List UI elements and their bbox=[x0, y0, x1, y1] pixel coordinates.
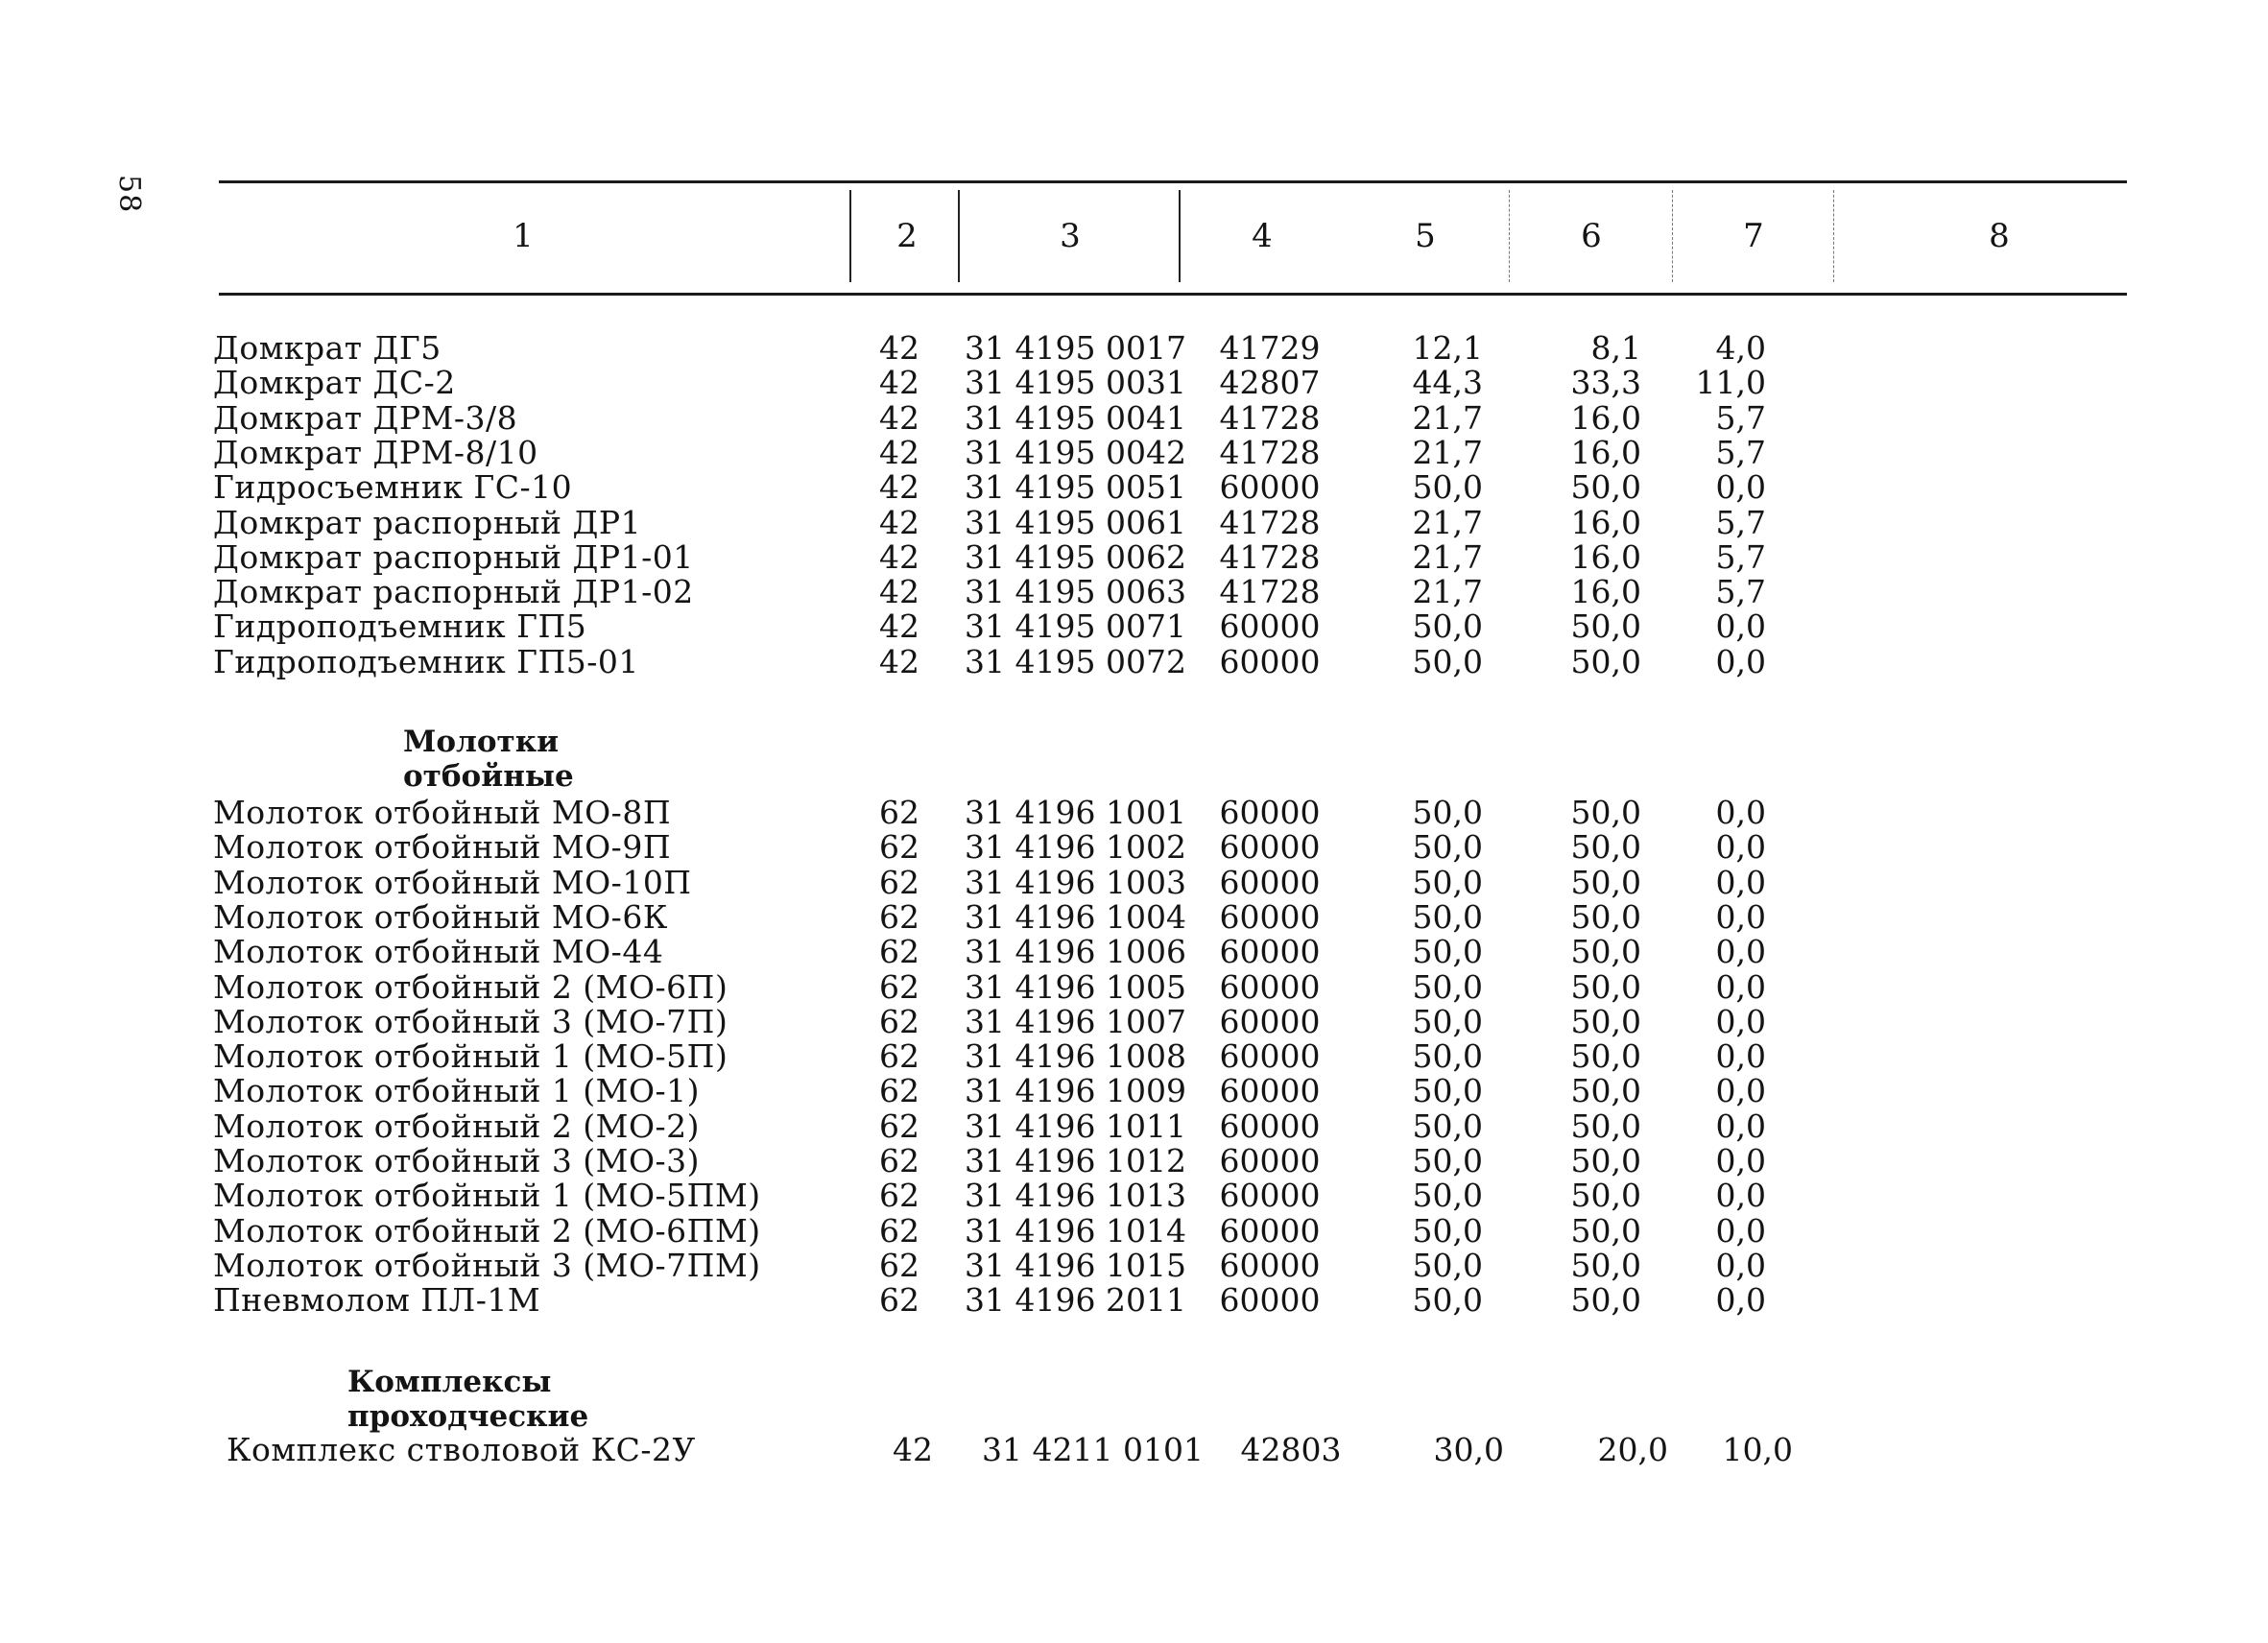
column-header-4: 4 bbox=[1252, 217, 1273, 255]
item-name: Домкрат ДГ5 bbox=[213, 329, 442, 367]
cell-c7: 0,0 bbox=[1715, 1142, 1766, 1179]
cell-c7: 0,0 bbox=[1715, 642, 1766, 680]
item-name: Молоток отбойный 2 (МО-6ПМ) bbox=[213, 1211, 761, 1250]
cell-c5: 50,0 bbox=[1412, 794, 1483, 831]
item-name: Молоток отбойный 1 (МО-5П) bbox=[213, 1037, 728, 1076]
item-name: Молоток отбойный 1 (МО-1) bbox=[213, 1072, 701, 1110]
column-header-7: 7 bbox=[1743, 217, 1764, 255]
item-name: Домкрат ДС-2 bbox=[213, 364, 456, 402]
cell-c7: 0,0 bbox=[1715, 794, 1766, 831]
cell-c6: 50,0 bbox=[1570, 967, 1641, 1006]
item-name: Молоток отбойный МО-6К bbox=[213, 897, 668, 936]
item-name: Гидроподъемник ГП5-01 bbox=[213, 642, 639, 680]
column-divider bbox=[1672, 190, 1673, 282]
cell-c2: 62 bbox=[879, 1246, 919, 1284]
cell-c3: 31 4195 0042 bbox=[965, 433, 1186, 471]
cell-c2: 62 bbox=[879, 794, 919, 831]
cell-c3: 31 4196 1013 bbox=[965, 1177, 1186, 1215]
cell-c6: 50,0 bbox=[1570, 1281, 1641, 1320]
cell-c5: 50,0 bbox=[1412, 1177, 1483, 1215]
cell-c2: 42 bbox=[879, 503, 919, 541]
cell-c2: 62 bbox=[879, 897, 919, 936]
cell-c5: 50,0 bbox=[1412, 607, 1483, 646]
cell-c6: 16,0 bbox=[1570, 573, 1641, 611]
item-name: Молоток отбойный 3 (МО-7П) bbox=[213, 1002, 728, 1040]
cell-c6: 50,0 bbox=[1570, 1072, 1641, 1110]
item-name: Домкрат распорный ДР1 bbox=[213, 503, 642, 541]
cell-c5: 50,0 bbox=[1412, 1002, 1483, 1040]
cell-c6: 50,0 bbox=[1570, 1107, 1641, 1145]
cell-c7: 0,0 bbox=[1715, 1072, 1766, 1110]
cell-c6: 50,0 bbox=[1570, 794, 1641, 831]
cell-c6: 50,0 bbox=[1570, 642, 1641, 680]
cell-c4: 60000 bbox=[1219, 468, 1321, 507]
cell-c7: 0,0 bbox=[1715, 1002, 1766, 1040]
cell-c5: 50,0 bbox=[1412, 1142, 1483, 1179]
cell-c4: 60000 bbox=[1219, 897, 1321, 936]
cell-c6: 8,1 bbox=[1590, 329, 1641, 367]
cell-c4: 60000 bbox=[1219, 1281, 1321, 1320]
column-divider bbox=[1833, 190, 1834, 282]
cell-c6: 50,0 bbox=[1570, 607, 1641, 646]
cell-c3: 31 4196 1015 bbox=[965, 1246, 1186, 1284]
cell-c4: 60000 bbox=[1219, 1072, 1321, 1110]
cell-c4: 60000 bbox=[1219, 1142, 1321, 1179]
cell-c6: 50,0 bbox=[1570, 1246, 1641, 1284]
cell-c3: 31 4196 1014 bbox=[965, 1211, 1186, 1250]
cell-c5: 21,7 bbox=[1412, 573, 1483, 611]
cell-c2: 42 bbox=[879, 642, 919, 680]
item-name: Молоток отбойный 1 (МО-5ПМ) bbox=[213, 1177, 761, 1215]
cell-c7: 0,0 bbox=[1715, 1107, 1766, 1145]
cell-c2: 62 bbox=[879, 863, 919, 901]
cell-c2: 62 bbox=[879, 967, 919, 1006]
cell-c7: 0,0 bbox=[1715, 1177, 1766, 1215]
cell-c2: 62 bbox=[879, 1037, 919, 1076]
cell-c5: 50,0 bbox=[1412, 933, 1483, 971]
cell-c3: 31 4195 0017 bbox=[965, 329, 1186, 367]
cell-c4: 42803 bbox=[1240, 1431, 1342, 1468]
cell-c5: 50,0 bbox=[1412, 1211, 1483, 1250]
cell-c3: 31 4195 0031 bbox=[965, 364, 1186, 402]
cell-c5: 21,7 bbox=[1412, 503, 1483, 541]
column-header-5: 5 bbox=[1415, 217, 1436, 255]
cell-c6: 50,0 bbox=[1570, 1037, 1641, 1076]
cell-c7: 0,0 bbox=[1715, 1211, 1766, 1250]
item-name: Домкрат распорный ДР1-01 bbox=[213, 537, 694, 576]
cell-c2: 62 bbox=[879, 933, 919, 971]
cell-c3: 31 4211 0101 bbox=[982, 1431, 1204, 1468]
cell-c2: 62 bbox=[879, 1072, 919, 1110]
cell-c2: 42 bbox=[879, 537, 919, 576]
cell-c7: 10,0 bbox=[1722, 1431, 1793, 1468]
cell-c4: 60000 bbox=[1219, 1107, 1321, 1145]
cell-c7: 5,7 bbox=[1715, 573, 1766, 611]
cell-c4: 60000 bbox=[1219, 1037, 1321, 1076]
cell-c4: 41729 bbox=[1219, 329, 1321, 367]
cell-c4: 41728 bbox=[1219, 503, 1321, 541]
item-name: Домкрат распорный ДР1-02 bbox=[213, 573, 694, 611]
cell-c3: 31 4196 1012 bbox=[965, 1142, 1186, 1179]
cell-c3: 31 4196 1005 bbox=[965, 967, 1186, 1006]
cell-c5: 50,0 bbox=[1412, 967, 1483, 1006]
table-header-rule bbox=[219, 293, 2127, 296]
column-divider bbox=[1509, 190, 1510, 282]
cell-c5: 50,0 bbox=[1412, 1072, 1483, 1110]
cell-c4: 60000 bbox=[1219, 607, 1321, 646]
cell-c3: 31 4196 1011 bbox=[965, 1107, 1186, 1145]
cell-c6: 50,0 bbox=[1570, 863, 1641, 901]
cell-c2: 42 bbox=[879, 468, 919, 507]
cell-c3: 31 4195 0071 bbox=[965, 607, 1186, 646]
cell-c5: 21,7 bbox=[1412, 537, 1483, 576]
cell-c5: 50,0 bbox=[1412, 1281, 1483, 1320]
cell-c3: 31 4196 1008 bbox=[965, 1037, 1186, 1076]
cell-c3: 31 4196 1002 bbox=[965, 828, 1186, 867]
item-name: Молоток отбойный 2 (МО-6П) bbox=[213, 967, 728, 1006]
cell-c3: 31 4195 0072 bbox=[965, 642, 1186, 680]
section-title: Комплексы проходческие bbox=[347, 1365, 589, 1434]
cell-c4: 60000 bbox=[1219, 794, 1321, 831]
cell-c7: 0,0 bbox=[1715, 468, 1766, 507]
cell-c6: 20,0 bbox=[1597, 1431, 1668, 1468]
cell-c2: 62 bbox=[879, 828, 919, 867]
cell-c7: 0,0 bbox=[1715, 1246, 1766, 1284]
cell-c3: 31 4195 0041 bbox=[965, 398, 1186, 437]
cell-c6: 16,0 bbox=[1570, 433, 1641, 471]
cell-c6: 50,0 bbox=[1570, 1002, 1641, 1040]
cell-c5: 30,0 bbox=[1433, 1431, 1504, 1468]
cell-c2: 42 bbox=[879, 573, 919, 611]
cell-c5: 12,1 bbox=[1412, 329, 1483, 367]
cell-c6: 50,0 bbox=[1570, 1211, 1641, 1250]
cell-c6: 16,0 bbox=[1570, 537, 1641, 576]
cell-c6: 50,0 bbox=[1570, 897, 1641, 936]
cell-c5: 21,7 bbox=[1412, 398, 1483, 437]
cell-c2: 42 bbox=[879, 398, 919, 437]
cell-c6: 16,0 bbox=[1570, 503, 1641, 541]
cell-c4: 41728 bbox=[1219, 398, 1321, 437]
cell-c4: 41728 bbox=[1219, 537, 1321, 576]
cell-c3: 31 4195 0063 bbox=[965, 573, 1186, 611]
cell-c3: 31 4196 1007 bbox=[965, 1002, 1186, 1040]
cell-c7: 0,0 bbox=[1715, 933, 1766, 971]
cell-c3: 31 4196 1001 bbox=[965, 794, 1186, 831]
cell-c3: 31 4196 1006 bbox=[965, 933, 1186, 971]
column-divider bbox=[958, 190, 960, 282]
cell-c2: 42 bbox=[879, 433, 919, 471]
cell-c7: 0,0 bbox=[1715, 897, 1766, 936]
item-name: Пневмолом ПЛ-1М bbox=[213, 1281, 541, 1320]
cell-c6: 33,3 bbox=[1570, 364, 1641, 402]
item-name: Молоток отбойный 2 (МО-2) bbox=[213, 1107, 701, 1145]
cell-c2: 62 bbox=[879, 1211, 919, 1250]
cell-c3: 31 4196 1003 bbox=[965, 863, 1186, 901]
column-divider bbox=[1179, 190, 1181, 282]
cell-c2: 42 bbox=[893, 1431, 933, 1468]
cell-c2: 42 bbox=[879, 364, 919, 402]
cell-c6: 16,0 bbox=[1570, 398, 1641, 437]
item-name: Гидросъемник ГС-10 bbox=[213, 468, 573, 507]
item-name: Комплекс стволовой КС-2У bbox=[227, 1431, 696, 1468]
cell-c7: 0,0 bbox=[1715, 1037, 1766, 1076]
cell-c7: 5,7 bbox=[1715, 398, 1766, 437]
cell-c4: 41728 bbox=[1219, 433, 1321, 471]
cell-c4: 60000 bbox=[1219, 642, 1321, 680]
cell-c3: 31 4196 1004 bbox=[965, 897, 1186, 936]
cell-c2: 42 bbox=[879, 329, 919, 367]
cell-c2: 62 bbox=[879, 1107, 919, 1145]
cell-c6: 50,0 bbox=[1570, 1177, 1641, 1215]
cell-c4: 60000 bbox=[1219, 1177, 1321, 1215]
cell-c5: 50,0 bbox=[1412, 828, 1483, 867]
cell-c5: 50,0 bbox=[1412, 1246, 1483, 1284]
cell-c6: 50,0 bbox=[1570, 1142, 1641, 1179]
cell-c4: 60000 bbox=[1219, 1211, 1321, 1250]
cell-c2: 62 bbox=[879, 1142, 919, 1179]
cell-c5: 50,0 bbox=[1412, 468, 1483, 507]
cell-c2: 42 bbox=[879, 607, 919, 646]
cell-c4: 60000 bbox=[1219, 933, 1321, 971]
column-header-3: 3 bbox=[1060, 217, 1081, 255]
cell-c3: 31 4195 0062 bbox=[965, 537, 1186, 576]
item-name: Молоток отбойный МО-44 bbox=[213, 933, 664, 971]
item-name: Молоток отбойный МО-8П bbox=[213, 794, 672, 831]
cell-c7: 5,7 bbox=[1715, 433, 1766, 471]
cell-c6: 50,0 bbox=[1570, 828, 1641, 867]
column-divider bbox=[849, 190, 851, 282]
item-name: Молоток отбойный МО-10П bbox=[213, 863, 692, 901]
table-top-rule bbox=[219, 180, 2127, 183]
cell-c4: 60000 bbox=[1219, 1002, 1321, 1040]
cell-c5: 21,7 bbox=[1412, 433, 1483, 471]
page-number: 58 bbox=[112, 175, 146, 214]
cell-c6: 50,0 bbox=[1570, 933, 1641, 971]
cell-c2: 62 bbox=[879, 1281, 919, 1320]
cell-c7: 0,0 bbox=[1715, 863, 1766, 901]
cell-c4: 41728 bbox=[1219, 573, 1321, 611]
cell-c2: 62 bbox=[879, 1177, 919, 1215]
cell-c3: 31 4195 0061 bbox=[965, 503, 1186, 541]
cell-c7: 0,0 bbox=[1715, 828, 1766, 867]
cell-c3: 31 4196 1009 bbox=[965, 1072, 1186, 1110]
cell-c5: 44,3 bbox=[1412, 364, 1483, 402]
cell-c4: 60000 bbox=[1219, 1246, 1321, 1284]
cell-c7: 0,0 bbox=[1715, 1281, 1766, 1320]
cell-c5: 50,0 bbox=[1412, 1037, 1483, 1076]
cell-c7: 0,0 bbox=[1715, 607, 1766, 646]
item-name: Домкрат ДРМ-3/8 bbox=[213, 398, 518, 437]
cell-c3: 31 4196 2011 bbox=[965, 1281, 1186, 1320]
cell-c7: 4,0 bbox=[1715, 329, 1766, 367]
item-name: Гидроподъемник ГП5 bbox=[213, 607, 587, 646]
cell-c5: 50,0 bbox=[1412, 642, 1483, 680]
cell-c7: 11,0 bbox=[1695, 364, 1766, 402]
cell-c7: 5,7 bbox=[1715, 503, 1766, 541]
cell-c5: 50,0 bbox=[1412, 1107, 1483, 1145]
cell-c4: 60000 bbox=[1219, 967, 1321, 1006]
item-name: Молоток отбойный 3 (МО-7ПМ) bbox=[213, 1246, 761, 1284]
section-title: Молотки отбойные bbox=[403, 725, 574, 794]
item-name: Молоток отбойный 3 (МО-3) bbox=[213, 1142, 701, 1179]
cell-c4: 60000 bbox=[1219, 828, 1321, 867]
column-header-1: 1 bbox=[513, 217, 534, 255]
cell-c3: 31 4195 0051 bbox=[965, 468, 1186, 507]
column-header-2: 2 bbox=[896, 217, 918, 255]
cell-c6: 50,0 bbox=[1570, 468, 1641, 507]
cell-c5: 50,0 bbox=[1412, 897, 1483, 936]
cell-c2: 62 bbox=[879, 1002, 919, 1040]
column-header-8: 8 bbox=[1989, 217, 2010, 255]
cell-c7: 0,0 bbox=[1715, 967, 1766, 1006]
cell-c7: 5,7 bbox=[1715, 537, 1766, 576]
column-header-6: 6 bbox=[1581, 217, 1602, 255]
cell-c5: 50,0 bbox=[1412, 863, 1483, 901]
item-name: Молоток отбойный МО-9П bbox=[213, 828, 672, 867]
cell-c4: 60000 bbox=[1219, 863, 1321, 901]
item-name: Домкрат ДРМ-8/10 bbox=[213, 433, 538, 471]
cell-c4: 42807 bbox=[1219, 364, 1321, 402]
